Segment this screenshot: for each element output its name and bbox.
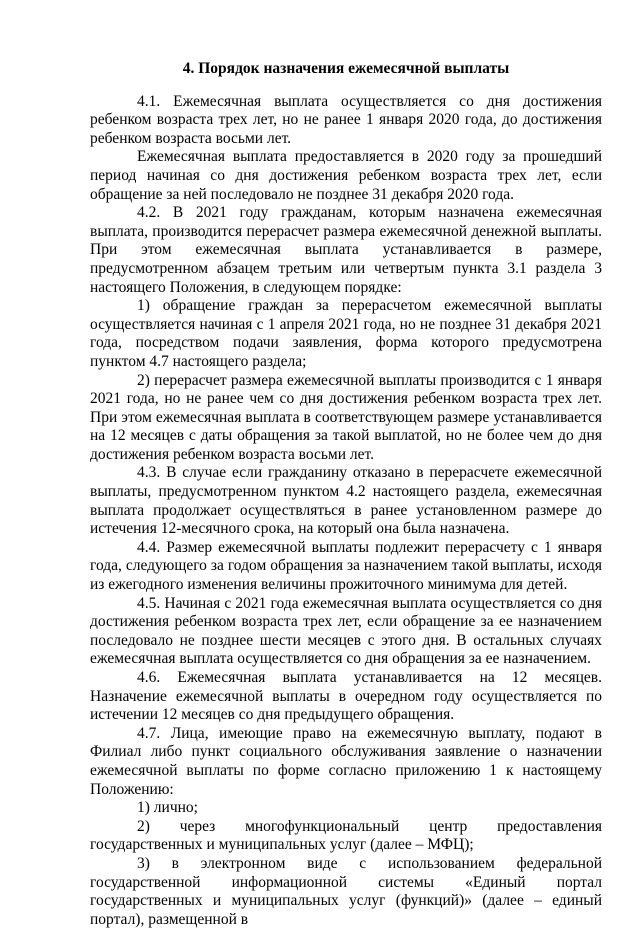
paragraph-4-2-item-2: 2) перерасчет размера ежемесячной выплаты производится с 1 января 2021 года, но не ранее чем со дня достижения ребенком возраста трех лет. При этом ежемесячная выплата в соответствующем размере устанавливается на 12 месяцев с даты обращения за такой выплатой, но не более чем до дня достижения ребенком возраста восьми лет.	[90, 371, 602, 463]
paragraph-4-2: 4.2. В 2021 году гражданам, которым назначена ежемесячная выплата, производится перерасчет размера ежемесячной денежной выплаты. При этом ежемесячная выплата устанавливается в размере, предусмотренном абзацем третьим или четвертым пункта 3.1 раздела 3 настоящего Положения, в следующем порядке:	[90, 204, 602, 296]
paragraph-4-7-item-2: 2) через многофункциональный центр предоставления государственных и муниципальных услуг (далее – МФЦ);	[90, 817, 602, 854]
paragraph-4-4: 4.4. Размер ежемесячной выплаты подлежит перерасчету с 1 января года, следующего за годом обращения за назначением такой выплаты, исходя из ежегодного изменения величины прожиточного минимума для детей.	[90, 538, 602, 594]
paragraph-4-2-item-1: 1) обращение граждан за перерасчетом ежемесячной выплаты осуществляется начиная с 1 апреля 2021 года, но не позднее 31 декабря 2021 года, посредством подачи заявления, форма которого предусмотрена пунктом 4.7 настоящего раздела;	[90, 297, 602, 370]
paragraph-4-3: 4.3. В случае если гражданину отказано в перерасчете ежемесячной выплаты, предусмотренном пунктом 4.2 настоящего раздела, ежемесячная выплата продолжает осуществляться в ранее установленном размере до истечения 12-месячного срока, на который она была назначена.	[90, 464, 602, 538]
section-title: 4. Порядок назначения ежемесячной выплаты	[182, 60, 510, 77]
paragraph-4-6: 4.6. Ежемесячная выплата устанавливается на 12 месяцев. Назначение ежемесячной выплаты в очередном году осуществляется по истечении 12 месяцев со дня предыдущего обращения.	[90, 669, 602, 724]
paragraph-4-7-item-3: 3) в электронном виде с использованием федеральной государственной информационной системы «Единый портал государственных и муниципальных услуг (функций)» (далее – единый портал), размещенной в	[90, 854, 602, 928]
document-page	[90, 60, 602, 929]
paragraph-4-5: 4.5. Начиная с 2021 года ежемесячная выплата осуществляется со дня достижения ребенком возраста трех лет, если обращение за ее назначением последовало не позднее шести месяцев с этого дня. В остальных случаях ежемесячная выплата осуществляется со дня обращения за ее назначением.	[90, 594, 602, 668]
paragraph-4-7: 4.7. Лица, имеющие право на ежемесячную выплату, подают в Филиал либо пункт социального обслуживания заявление о назначении ежемесячной выплаты по форме согласно приложению 1 к настоящему Положению:	[90, 724, 602, 798]
paragraph-4-1: 4.1. Ежемесячная выплата осуществляется со дня достижения ребенком возраста трех лет, но не ранее 1 января 2020 года, до достижения ребенком возраста восьми лет.	[90, 92, 602, 147]
paragraph-4-7-item-1: 1) лично;	[137, 799, 198, 817]
paragraph-4-1-2020: Ежемесячная выплата предоставляется в 2020 году за прошедший период начиная со дня достижения ребенком возраста трех лет, если обращение за ней последовало не позднее 31 декабря 2020 года.	[90, 148, 602, 203]
